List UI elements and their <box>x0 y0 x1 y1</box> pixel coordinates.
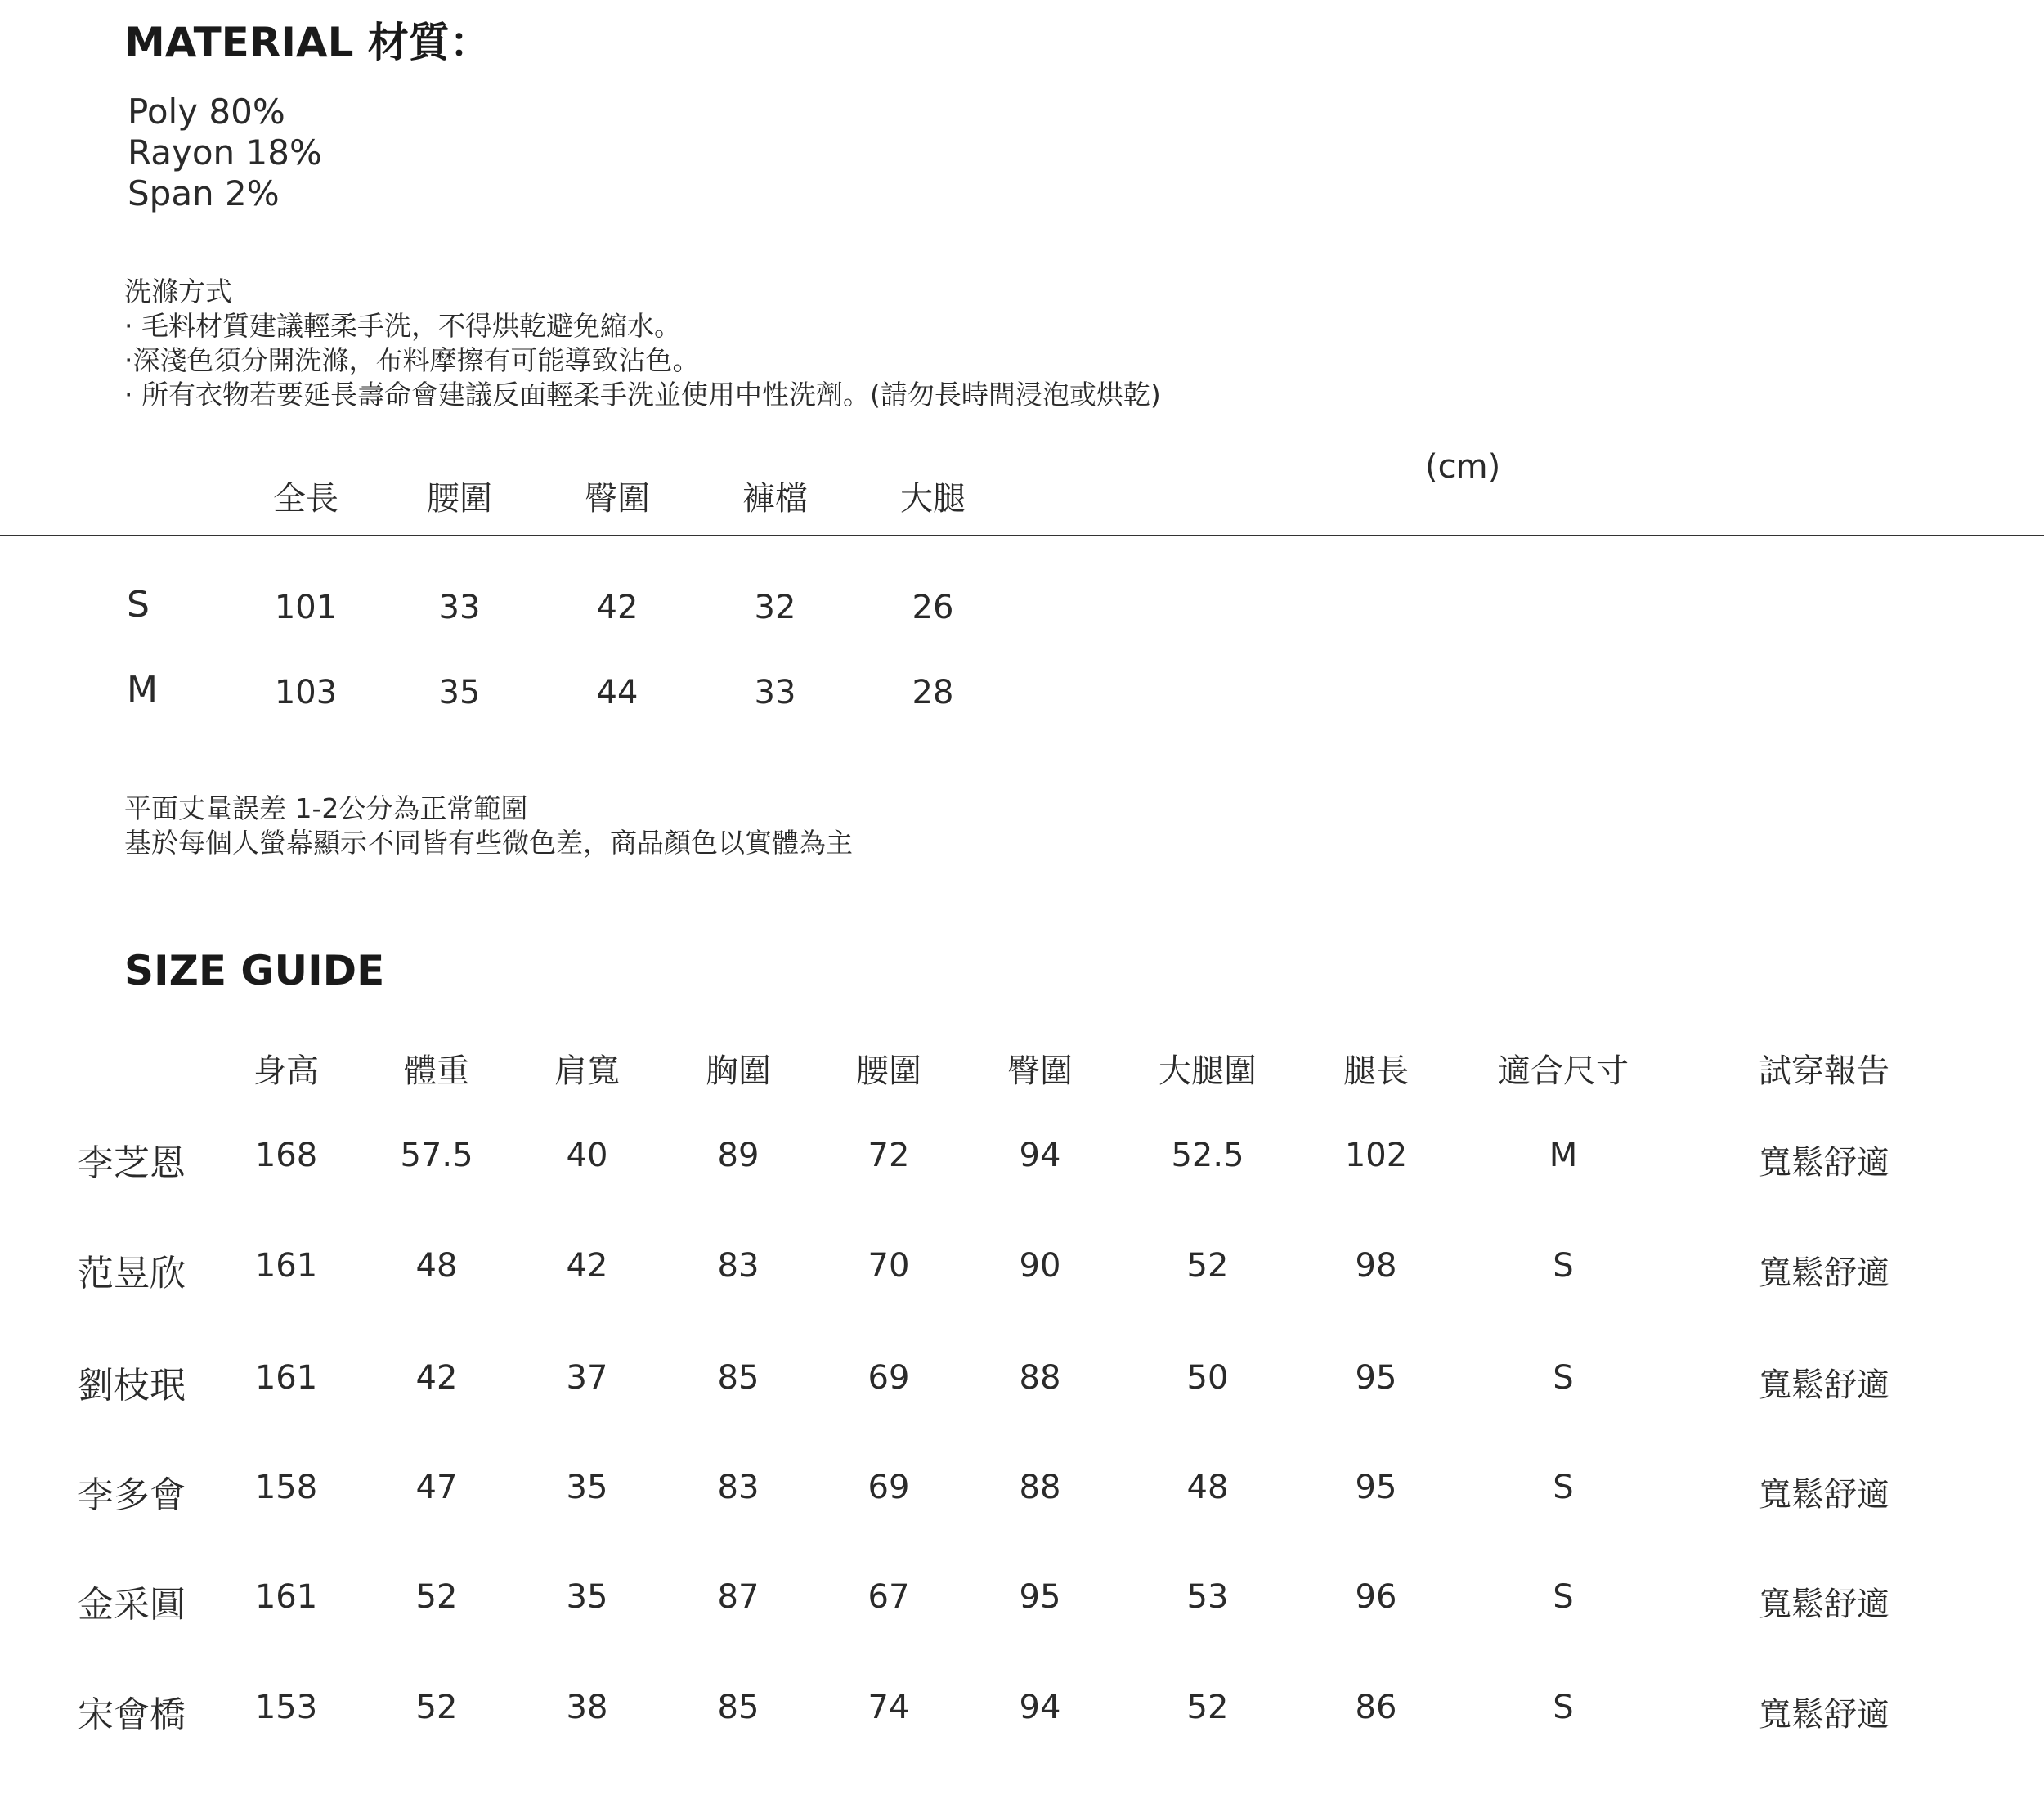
table-cell: 33 <box>438 589 481 626</box>
table-cell: S <box>1553 1689 1574 1726</box>
material-heading: MATERIAL 材質： <box>124 19 491 66</box>
table-cell: 35 <box>566 1578 608 1616</box>
model-name: 范昱欣 <box>78 1253 186 1294</box>
table-cell: 35 <box>566 1469 608 1506</box>
table-cell: 95 <box>1355 1359 1397 1397</box>
header-waist: 腰圍 <box>427 480 492 518</box>
table-cell: 88 <box>1019 1359 1061 1397</box>
table-cell: 161 <box>254 1578 318 1616</box>
table-cell: 74 <box>867 1689 910 1726</box>
table-cell: 70 <box>867 1247 910 1285</box>
model-name: 李芝恩 <box>78 1142 186 1184</box>
composition-rayon: Rayon 18% <box>128 132 322 173</box>
table-cell: 85 <box>717 1359 760 1397</box>
table-cell: 26 <box>912 589 954 626</box>
table-divider <box>0 535 2044 536</box>
header-weight: 體重 <box>404 1052 469 1090</box>
table-cell: 52 <box>415 1578 458 1616</box>
table-cell: 102 <box>1344 1137 1408 1174</box>
table-cell: 寬鬆舒適 <box>1759 1586 1889 1623</box>
table-cell: 48 <box>1186 1469 1229 1506</box>
table-cell: 158 <box>254 1469 318 1506</box>
care-line-3: · 所有衣物若要延長壽命會建議反面輕柔手洗並使用中性洗劑。(請勿長時間浸泡或烘乾) <box>124 379 1161 410</box>
table-cell: 52 <box>1186 1247 1229 1285</box>
table-cell: 94 <box>1019 1689 1061 1726</box>
table-cell: 89 <box>717 1137 760 1174</box>
table-cell: 53 <box>1186 1578 1229 1616</box>
header-thigh: 大腿 <box>900 480 966 518</box>
table-cell: 寬鬆舒適 <box>1759 1696 1889 1734</box>
table-cell: M <box>1549 1137 1578 1174</box>
table-cell: 88 <box>1019 1469 1061 1506</box>
table-cell: 72 <box>867 1137 910 1174</box>
care-line-1: · 毛料材質建議輕柔手洗，不得烘乾避免縮水。 <box>124 310 681 342</box>
table-cell: 寬鬆舒適 <box>1759 1144 1889 1182</box>
table-cell: 48 <box>415 1247 458 1285</box>
table-cell: 168 <box>254 1137 318 1174</box>
header-leg-length: 腿長 <box>1343 1052 1409 1090</box>
header-full-length: 全長 <box>273 480 338 518</box>
note-line-2: 基於每個人螢幕顯示不同皆有些微色差，商品顏色以實體為主 <box>124 827 853 859</box>
table-cell: 40 <box>566 1137 608 1174</box>
header-height: 身高 <box>253 1052 319 1090</box>
table-cell: 50 <box>1186 1359 1229 1397</box>
table-cell: 32 <box>754 589 796 626</box>
material-composition <box>128 92 322 214</box>
table-cell: 42 <box>596 589 639 626</box>
care-line-2: ·深淺色須分開洗滌，布料摩擦有可能導致沾色。 <box>124 344 700 376</box>
note-line-1: 平面丈量誤差 1-2公分為正常範圍 <box>124 792 528 824</box>
table-cell: 69 <box>867 1469 910 1506</box>
table-cell: 161 <box>254 1247 318 1285</box>
table-cell: 86 <box>1355 1689 1397 1726</box>
table-cell: 90 <box>1019 1247 1061 1285</box>
table-cell: 33 <box>754 674 796 711</box>
header-thigh-circ: 大腿圍 <box>1159 1052 1257 1090</box>
model-name: 劉枝珉 <box>78 1365 186 1406</box>
table-cell: 83 <box>717 1247 760 1285</box>
header-fit-report: 試穿報告 <box>1759 1052 1889 1090</box>
table-cell: 52.5 <box>1171 1137 1244 1174</box>
table-cell: 47 <box>415 1469 458 1506</box>
table-cell: 69 <box>867 1359 910 1397</box>
care-instructions <box>124 275 1161 412</box>
table-cell: 52 <box>1186 1689 1229 1726</box>
table-cell: 67 <box>867 1578 910 1616</box>
table-cell: 96 <box>1355 1578 1397 1616</box>
table-cell: 103 <box>274 674 338 711</box>
table-cell: 38 <box>566 1689 608 1726</box>
table-cell: 42 <box>415 1359 458 1397</box>
model-name: 宋會橋 <box>78 1694 186 1736</box>
table-cell: S <box>1553 1247 1574 1285</box>
table-cell: 87 <box>717 1578 760 1616</box>
table-cell: 153 <box>254 1689 318 1726</box>
table-cell: 37 <box>566 1359 608 1397</box>
table-cell: S <box>1553 1359 1574 1397</box>
care-title: 洗滌方式 <box>124 276 232 307</box>
table-cell: 44 <box>596 674 639 711</box>
table-cell: 95 <box>1355 1469 1397 1506</box>
table-cell: 52 <box>415 1689 458 1726</box>
size-guide-heading: SIZE GUIDE <box>124 947 385 994</box>
table-cell: 161 <box>254 1359 318 1397</box>
header-fit-size: 適合尺寸 <box>1498 1052 1629 1090</box>
unit-label: (cm) <box>1425 448 1501 486</box>
table-cell: 寬鬆舒適 <box>1759 1366 1889 1404</box>
header-hip: 臀圍 <box>1007 1052 1073 1090</box>
table-cell: 98 <box>1355 1247 1397 1285</box>
table-cell: 83 <box>717 1469 760 1506</box>
measurement-notes <box>124 792 853 860</box>
size-label-s: S <box>127 584 150 626</box>
header-waist: 腰圍 <box>856 1052 921 1090</box>
table-cell: 95 <box>1019 1578 1061 1616</box>
table-cell: 42 <box>566 1247 608 1285</box>
model-name: 金采圓 <box>78 1584 186 1626</box>
table-cell: S <box>1553 1578 1574 1616</box>
size-label-m: M <box>127 669 158 711</box>
table-cell: 寬鬆舒適 <box>1759 1476 1889 1514</box>
table-cell: 85 <box>717 1689 760 1726</box>
table-cell: 94 <box>1019 1137 1061 1174</box>
table-cell: 35 <box>438 674 481 711</box>
composition-poly: Poly 80% <box>128 92 285 132</box>
table-cell: 28 <box>912 674 954 711</box>
table-cell: 57.5 <box>400 1137 473 1174</box>
table-cell: 寬鬆舒適 <box>1759 1254 1889 1292</box>
header-hip: 臀圍 <box>585 480 650 518</box>
model-name: 李多會 <box>78 1474 186 1516</box>
header-rise: 褲檔 <box>742 480 808 518</box>
composition-span: Span 2% <box>128 173 280 213</box>
header-chest: 胸圍 <box>706 1052 771 1090</box>
table-cell: 101 <box>274 589 338 626</box>
table-cell: S <box>1553 1469 1574 1506</box>
header-shoulder: 肩寬 <box>554 1052 620 1090</box>
